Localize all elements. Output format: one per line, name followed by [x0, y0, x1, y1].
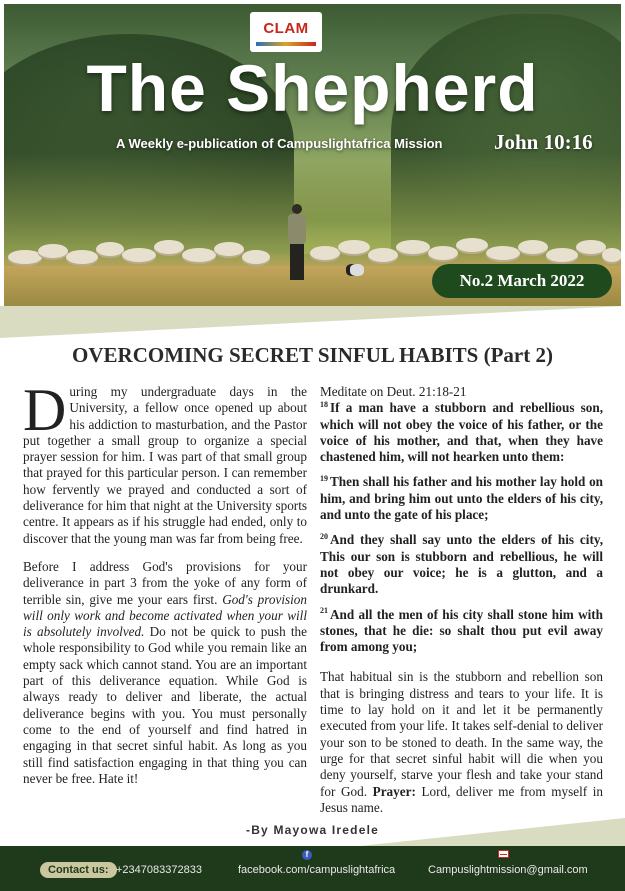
emphasis-text: God's provision will only work and become activated when your will is absolutely involved. [23, 591, 307, 640]
header-divider-wedge [0, 306, 625, 338]
intro-paragraph: During my undergraduate days in the University, a fellow once opened up about his addiction to masturbation, and the Pastor put together a small group to organize a special prayer session for him. I was part of that small group that prayed for this particular person. I can remember how fervently we prayed and conducted a sort of deliverance for him that night at the University sports centre. It appears as if his struggle had ended, only to discover that the young man was far from being free. [23, 377, 307, 546]
body-paragraph: Before I address God's provisions for your deliverance in part 3 from the yoke of any form of terrible sin, give me your ears first. God's provision will only work and become activated when your will is absolutely involved. Do not be quick to push the whole responsibility to God while you remain like an empty sack which cannot stand. You are an important part of this deliverance equation. While God is always ready to deliver and liberate, the actual deliverance begins with you. You must personally come to the end of yourself and find hatred in engaging in that secret sinful habit. As long as you still find satisfaction engaging in that thing you can never be free. Hate it! [23, 558, 307, 786]
author-byline: -By Mayowa Iredele [246, 823, 379, 837]
bible-verse: $^{19}$ Then shall his father and his mother lay hold on him, and bring him out unto the elders of his city, and unto the gate of his place; [320, 474, 603, 523]
drop-cap: D [23, 377, 67, 443]
scripture-reference: John 10:16 [494, 130, 593, 154]
article-right-column [320, 384, 603, 816]
mail-icon [498, 850, 509, 858]
prayer-text: Lord, deliver me from myself in Jesus name. [320, 783, 603, 815]
issue-badge: No.2 March 2022 [432, 264, 612, 298]
article-heading: OVERCOMING SECRET SINFUL HABITS (Part 2) [72, 343, 553, 367]
contact-footer [0, 846, 625, 891]
logo-text: CLAM [263, 20, 309, 37]
article-left-column [23, 377, 307, 799]
bible-verse: $^{21}$ And all the men of his city shall stone him with stones, that he die: so shalt thou put evil away from among you; [320, 606, 603, 655]
facebook-icon: f [302, 850, 312, 860]
bible-verse: $^{20}$ And they shall say unto the elders of his city, This our son is stubborn and rebellious, he will not obey our voice; he is a glutton, and a drunkard. [320, 531, 603, 597]
clam-logo [250, 12, 322, 52]
closing-paragraph: That habitual sin is the stubborn and rebellion son that is bringing distress and tears to your life. It is time to lay hold on it and let it be permanently executed from your life. It takes self-denial to deliver your son to be stoned to death. In the same way, the urge for that secret sinful habit will die when you deny yourself, starve your flesh and take your stand for God. Prayer: Lord, deliver me from myself in Jesus name. [320, 669, 603, 815]
contact-label: Contact us: [40, 862, 117, 878]
newsletter-subtitle: A Weekly e-publication of Campuslightafrica Mission [116, 136, 443, 151]
sheepdog [350, 264, 364, 276]
phone-number[interactable]: +2347083372833 [116, 864, 202, 876]
meditation-reference: Meditate on Deut. 21:18-21 [320, 384, 467, 399]
shepherd-figure [286, 204, 308, 280]
prayer-label: Prayer: [372, 783, 416, 799]
newsletter-title: The Shepherd [86, 51, 539, 125]
email-link[interactable]: Campuslightmission@gmail.com [428, 864, 588, 876]
bible-verse: $^{18}$ If a man have a stubborn and rebellious son, which will not obey the voice of his father, or the voice of his mother, and that, when they have chastened him, will not hearken unto them: [320, 399, 603, 465]
facebook-link[interactable]: facebook.com/campuslightafrica [238, 864, 396, 876]
